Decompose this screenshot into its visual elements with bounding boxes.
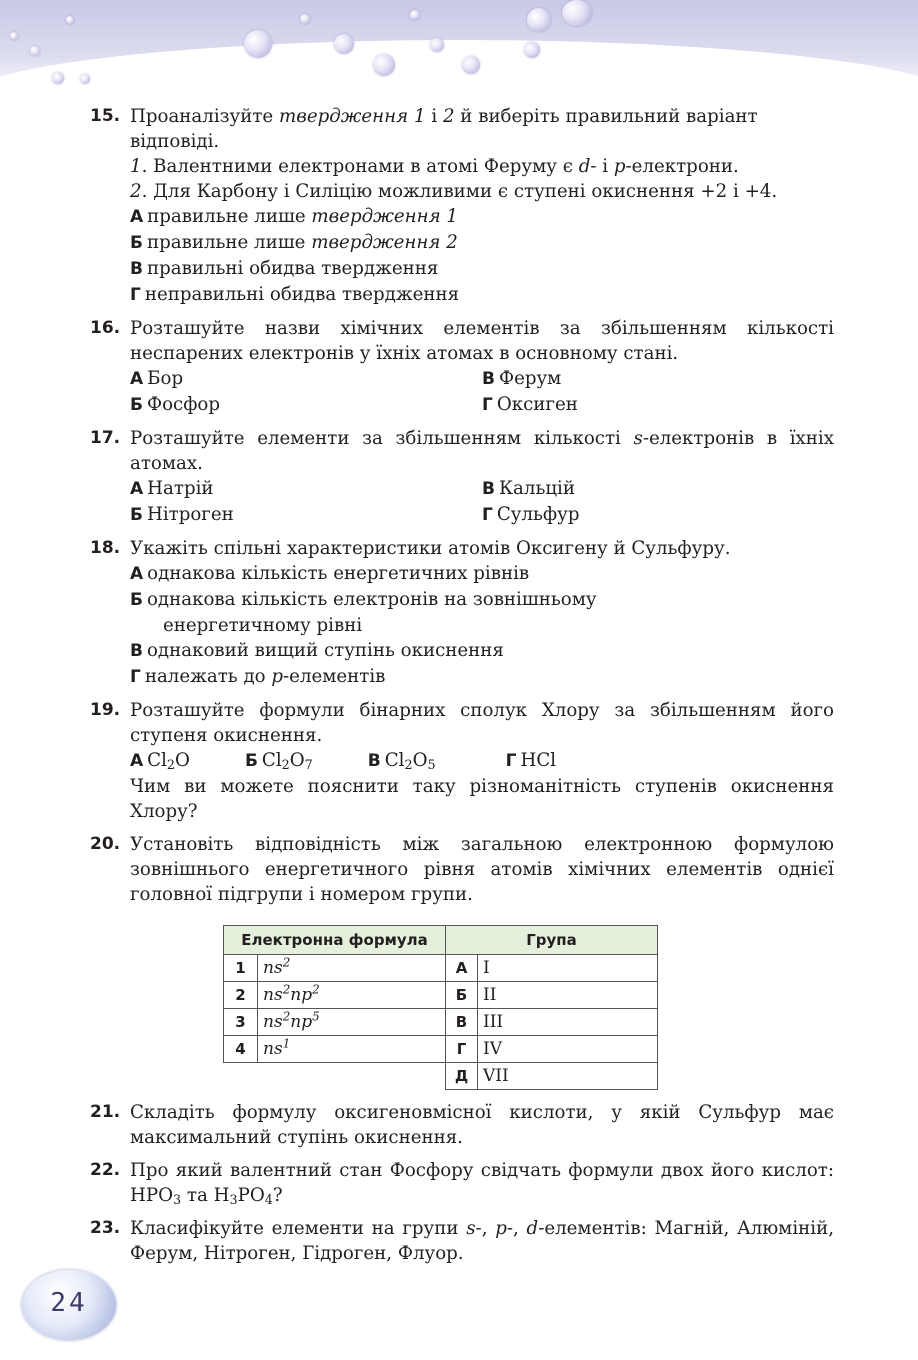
task-number: 15. — [90, 106, 121, 126]
answer-option: В правильні обидва твердження — [130, 258, 439, 279]
table-row — [224, 982, 658, 1009]
exercise-list — [90, 104, 834, 1274]
answer-option: Б однакова кількість електронів на зовнішньому — [130, 589, 597, 610]
task-number: 18. — [90, 538, 121, 558]
bubble-decoration — [524, 42, 540, 58]
empty-cell — [258, 1063, 446, 1090]
formula-option: А $Cl_2O$ — [130, 750, 190, 774]
formula-options — [130, 748, 834, 774]
table-row — [224, 1009, 658, 1036]
formula-option: Б $Cl_2O_7$ — [244, 750, 313, 774]
formula-cell: $ns^2np^5$ — [258, 1009, 446, 1036]
task-17 — [90, 426, 834, 528]
answer-option: А правильне лише твердження 1 — [130, 206, 458, 227]
task-16 — [90, 316, 834, 418]
answer-option: В Ферум — [482, 368, 562, 389]
task-question: Складіть формулу оксигеновмісної кислоти, у якій Сульфур має максимальний ступінь окиснення. — [130, 1102, 834, 1148]
bubble-decoration — [527, 8, 551, 32]
bubble-decoration — [562, 0, 592, 26]
task-number: 23. — [90, 1218, 121, 1238]
task-22 — [90, 1158, 834, 1208]
row-letter: Б — [446, 982, 478, 1009]
answer-option-continued: енергетичному рівні — [163, 615, 363, 636]
task-number: 20. — [90, 834, 121, 854]
row-letter: А — [446, 955, 478, 982]
empty-cell — [224, 1063, 258, 1090]
matching-table — [223, 925, 658, 1090]
group-cell: III — [478, 1009, 658, 1036]
row-number: 2 — [224, 982, 258, 1009]
answer-option: Г неправильні обидва твердження — [130, 284, 460, 305]
bubble-decoration — [66, 16, 74, 24]
statement-1: 1. Валентними електронами в атомі Феруму є d- і p-електрони. — [130, 156, 739, 177]
row-letter: В — [446, 1009, 478, 1036]
task-19 — [90, 698, 834, 824]
row-number: 1 — [224, 955, 258, 982]
task-15 — [90, 104, 834, 308]
options-grid — [130, 366, 834, 418]
task-18 — [90, 536, 834, 690]
answer-option: Б правильне лише твердження 2 — [130, 232, 458, 253]
row-letter: Д — [446, 1063, 478, 1090]
task-21 — [90, 1100, 834, 1150]
answer-option: В однаковий вищий ступінь окиснення — [130, 640, 504, 661]
bubble-decoration — [410, 10, 420, 20]
table-header-row — [224, 926, 658, 955]
bubble-decoration — [10, 32, 18, 40]
answer-option: В Кальцій — [482, 478, 575, 499]
task-23 — [90, 1216, 834, 1266]
bubble-decoration — [300, 14, 310, 24]
formula-cell: $ns^1$ — [258, 1036, 446, 1063]
bubble-decoration — [52, 72, 64, 84]
bubble-decoration — [373, 54, 395, 76]
row-letter: Г — [446, 1036, 478, 1063]
bubble-decoration — [462, 56, 480, 74]
task-number: 19. — [90, 700, 121, 720]
header-decoration — [0, 0, 918, 100]
task-question: Розташуйте назви хімічних елементів за збільшенням кількості неспарених електронів у їхніх атомах в основному стані. — [130, 318, 834, 364]
bubble-decoration — [80, 74, 90, 84]
bubble-decoration — [244, 30, 272, 58]
bubble-decoration — [30, 46, 40, 56]
group-cell: VII — [478, 1063, 658, 1090]
task-question: Про який валентний стан Фосфору свідчать формули двох його кислот: $HPO_3$ та $H_3PO_4$? — [130, 1160, 834, 1209]
options-grid — [130, 476, 834, 528]
task-followup: Чим ви можете пояснити таку різноманітність ступенів окиснення Хлору? — [130, 776, 834, 822]
column-header-group: Група — [446, 926, 658, 955]
answer-option: Г Оксиген — [482, 394, 578, 415]
table-row — [224, 955, 658, 982]
task-number: 17. — [90, 428, 121, 448]
bubble-decoration — [430, 38, 444, 52]
task-question: Проаналізуйте твердження 1 і 2 й виберіть правильний варіант відповіді. — [130, 106, 758, 152]
formula-cell: $ns^2np^2$ — [258, 982, 446, 1009]
row-number: 3 — [224, 1009, 258, 1036]
row-number: 4 — [224, 1036, 258, 1063]
answer-option: Б Фосфор — [130, 394, 221, 415]
answer-option: А Бор — [130, 368, 184, 389]
task-question: Розташуйте формули бінарних сполук Хлору за збільшенням його ступеня окиснення. — [130, 700, 834, 746]
task-question: Класифікуйте елементи на групи s-, p-, d-елементів: Магній, Алюміній, Ферум, Нітроген, Гідроген, Флуор. — [130, 1218, 834, 1264]
bubble-decoration — [334, 34, 354, 54]
column-header-formula: Електронна формула — [224, 926, 446, 955]
answer-option: А однакова кількість енергетичних рівнів — [130, 563, 530, 584]
answer-option: Г належать до p-елементів — [130, 666, 386, 687]
table-row — [224, 1036, 658, 1063]
formula-option: В $Cl_2O_5$ — [367, 750, 436, 774]
task-number: 16. — [90, 318, 121, 338]
formula-option: Г HCl — [505, 750, 557, 771]
page-number-badge — [22, 1270, 116, 1340]
formula-cell: $ns^2$ — [258, 955, 446, 982]
task-question: Розташуйте елементи за збільшенням кількості s-електронів в їхніх атомах. — [130, 428, 835, 474]
task-question: Установіть відповідність між загальною електронною формулою зовнішнього енергетичного рівня атомів хімічних елементів однієї головної підгрупи і номером групи. — [130, 834, 834, 905]
group-cell: IV — [478, 1036, 658, 1063]
task-20 — [90, 832, 834, 907]
answer-option: Г Сульфур — [482, 504, 580, 525]
task-number: 21. — [90, 1102, 121, 1122]
group-cell: II — [478, 982, 658, 1009]
page-number: 24 — [50, 1288, 88, 1318]
task-number: 22. — [90, 1160, 121, 1180]
statement-2: 2. Для Карбону і Силіцію можливими є ступені окиснення +2 і +4. — [130, 181, 778, 202]
answer-option: Б Нітроген — [130, 504, 234, 525]
task-question: Укажіть спільні характеристики атомів Оксигену й Сульфуру. — [130, 538, 731, 559]
answer-option: А Натрій — [130, 478, 214, 499]
group-cell: I — [478, 955, 658, 982]
table-row — [224, 1063, 658, 1090]
